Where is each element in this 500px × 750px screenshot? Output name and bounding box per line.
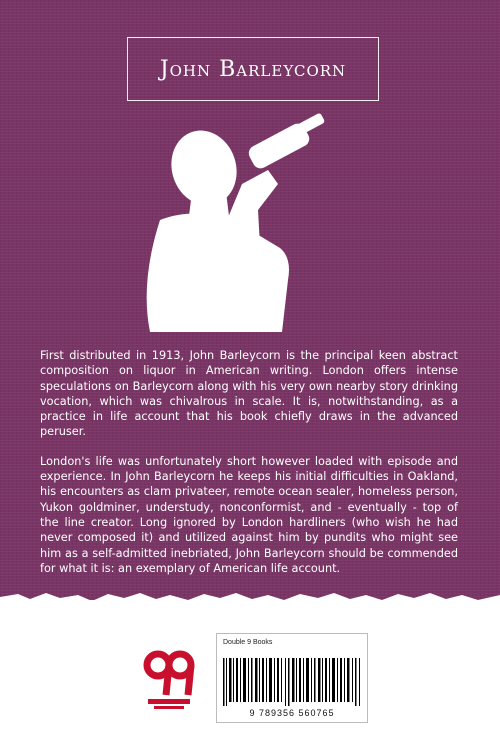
barcode-panel [216,633,368,723]
double-9-books-logo-icon [140,643,198,715]
man-drinking-from-bottle-icon [130,112,370,332]
blurb [40,348,458,590]
barcode-bars [221,658,363,706]
blurb-paragraph-1: First distributed in 1913, John Barleycorn is the principal keen abstract composition on liquor in American writing. London offers intense speculations on Barleycorn along with his very own nearby story drinking vocation, which was chivalrous in scale. It is, notwithstanding, as a practice in life account that his book chiefly draws in the advanced peruser. [40,349,458,439]
publisher-name: Double 9 Books [223,639,273,646]
title-box [127,37,379,101]
isbn-number: 9 789356 560765 [249,708,335,718]
book-title: John Barleycorn [159,56,347,82]
blurb-paragraph-2: London's life was unfortunately short however loaded with episode and experience. In John Barleycorn he keeps his initial difficulties in Oakland, his encounters as clam privateer, remote ocean sealer, homeless person, Yukon goldminer, understudy, nonconformist, and - eventually - top of the line creator. Long ignored by London hardliners (who wish he had never composed it) and utilized against him by pundits who might see him as a self-admitted inebriated, John Barleycorn should be commended for what it is: an exemplary of American life account. [40,454,458,575]
